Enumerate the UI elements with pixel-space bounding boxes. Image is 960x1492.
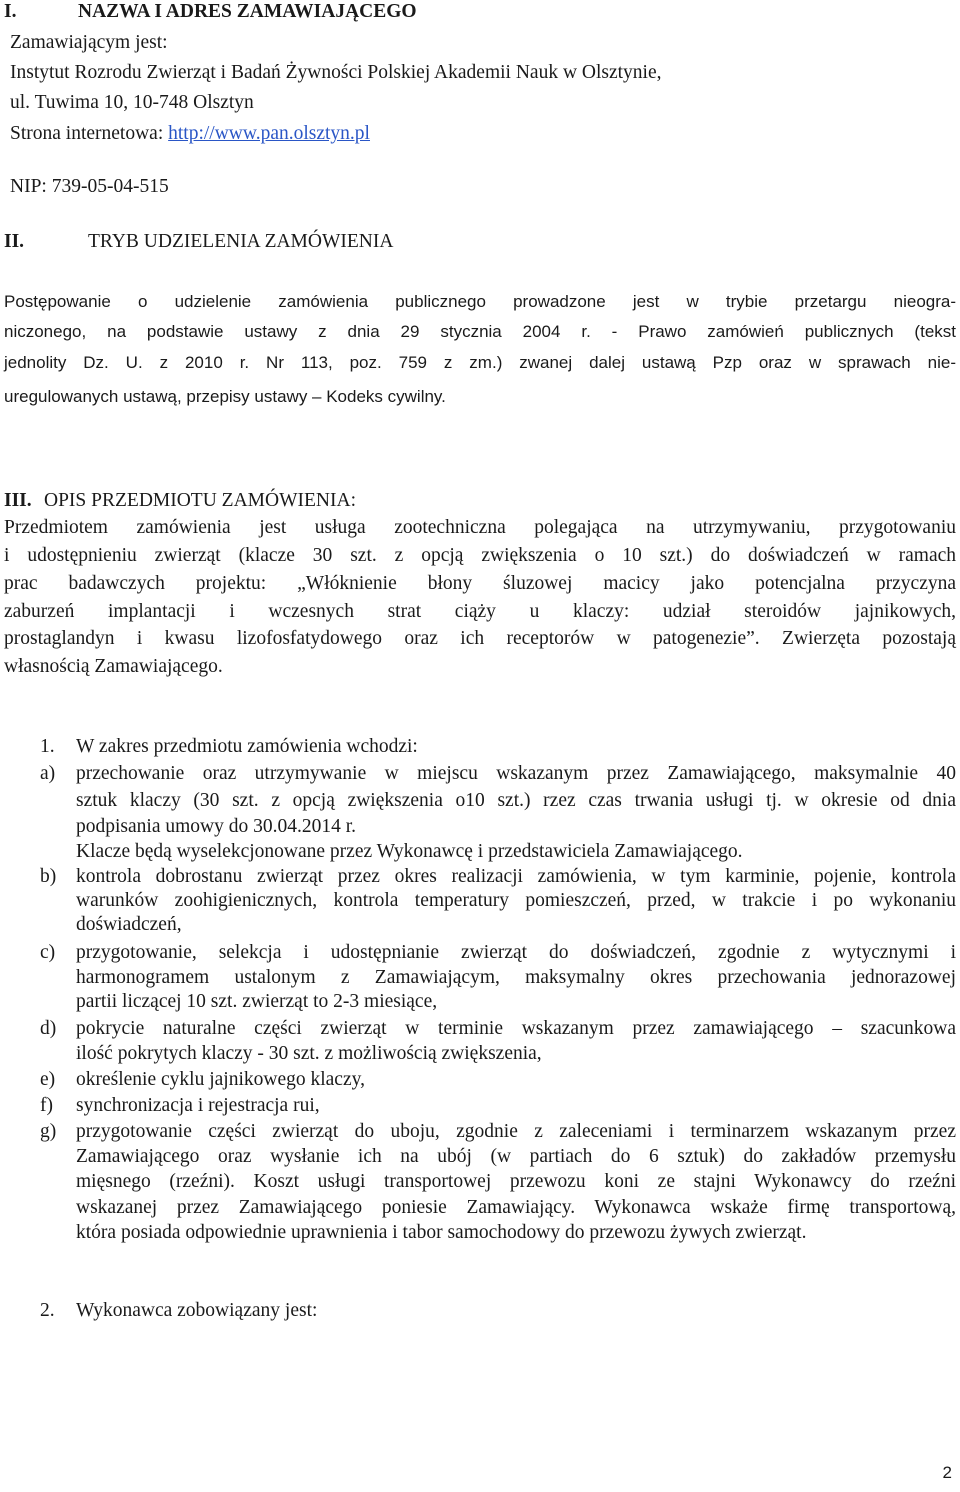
section-2-paragraph-line: niczonego, na podstawie ustawy z dnia 29 stycznia 2004 r. - Prawo zamówień publicznych (tekst (4, 322, 956, 341)
list-item-line: Zamawiającego oraz wysłanie ich na ubój (w partiach do 6 sztuk) do zakładów przemysłu (76, 1146, 956, 1167)
section-3-paragraph-line: prac badawczych projektu: „Włóknienie błony śluzowej macicy jako potencjalna przyczyna (4, 573, 956, 594)
list-item-line: która posiada odpowiednie uprawnienia i tabor samochodowy do przewozu żywych zwierząt. (76, 1222, 807, 1243)
list-item-line: pokrycie naturalne części zwierząt w terminie wskazanym przez zamawiającego – szacunkowa (76, 1018, 956, 1039)
section-1-line: Zamawiającym jest: (10, 32, 168, 53)
list-2-title: Wykonawca zobowiązany jest: (76, 1300, 318, 1321)
list-item-line: Klacze będą wyselekcjonowane przez Wykonawcę i przedstawiciela Zamawiającego. (76, 841, 743, 862)
list-1-number: 1. (40, 736, 55, 757)
list-item-line: przygotowanie, selekcja i udostępnianie zwierząt do doświadczeń, zgodnie z wytycznymi i (76, 942, 956, 963)
website-line (10, 122, 370, 146)
page-number: 2 (942, 1463, 952, 1482)
section-2-paragraph-line: jednolity Dz. U. z 2010 r. Nr 113, poz. 759 z zm.) zwanej dalej ustawą Pzp oraz w sprawach nie- (4, 353, 956, 372)
list-item-line: określenie cyklu jajnikowego klaczy, (76, 1069, 365, 1090)
list-item-line: kontrola dobrostanu zwierząt przez okres realizacji zamówienia, w tym karminie, pojenie, kontrola (76, 866, 956, 887)
list-item-line: warunków zoohigienicznych, kontrola temperatury pomieszczeń, przed, w trakcie i po wykonaniu (76, 890, 956, 911)
list-item-line: mięsnego (rzeźni). Koszt usługi transportowej przewozu koni ze stajni Wykonawcy do rzeźni (76, 1171, 956, 1192)
list-item-label: c) (40, 942, 56, 963)
website-link[interactable]: http://www.pan.olsztyn.pl (168, 123, 370, 144)
section-3-heading: OPIS PRZEDMIOTU ZAMÓWIENIA: (44, 490, 356, 511)
nip-line: NIP: 739-05-04-515 (10, 176, 169, 197)
list-item-line: doświadczeń, (76, 914, 182, 935)
section-1-number: I. (4, 1, 17, 22)
section-2-number: II. (4, 231, 25, 252)
section-1-heading: NAZWA I ADRES ZAMAWIAJĄCEGO (78, 1, 417, 22)
section-1-line: Instytut Rozrodu Zwierząt i Badań Żywności Polskiej Akademii Nauk w Olsztynie, (10, 62, 662, 83)
list-item-line: sztuk klaczy (30 szt. z opcją zwiększenia o10 szt.) rzez czas trwania usługi tj. w okresie od dnia (76, 790, 956, 811)
list-2-number: 2. (40, 1300, 55, 1321)
list-item-label: b) (40, 866, 57, 887)
list-item-label: d) (40, 1018, 57, 1039)
list-item-line: wskazanej przez Zamawiającego poniesie Zamawiający. Wykonawca wskaże firmę transportową, (76, 1197, 956, 1218)
website-label: Strona internetowa: (10, 123, 169, 144)
section-3-paragraph-line: i udostępnieniu zwierząt (klacze 30 szt. z opcją zwiększenia o 10 szt.) do doświadczeń w ramach (4, 545, 956, 566)
list-item-line: synchronizacja i rejestracja rui, (76, 1095, 320, 1116)
list-1-title: W zakres przedmiotu zamówienia wchodzi: (76, 736, 418, 757)
section-3-paragraph-line: własnością Zamawiającego. (4, 656, 223, 677)
section-3-paragraph-line: prostaglandyn i kwasu lizofosfatydowego oraz ich receptorów w patogenezie”. Zwierzęta pozostają (4, 628, 956, 649)
list-item-line: partii liczącej 10 szt. zwierząt to 2-3 miesiące, (76, 991, 438, 1012)
section-2-paragraph-line: uregulowanych ustawą, przepisy ustawy – Kodeks cywilny. (4, 387, 446, 406)
section-2-paragraph-line: Postępowanie o udzielenie zamówienia publicznego prowadzone jest w trybie przetargu nieogra- (4, 292, 956, 311)
list-item-line: harmonogramem ustalonym z Zamawiającym, maksymalny okres przechowania jednorazowej (76, 967, 956, 988)
list-item-label: g) (40, 1121, 57, 1142)
list-item-line: ilość pokrytych klaczy - 30 szt. z możliwością zwiększenia, (76, 1043, 542, 1064)
list-item-line: podpisania umowy do 30.04.2014 r. (76, 816, 357, 837)
section-3-paragraph-line: Przedmiotem zamówienia jest usługa zootechniczna polegająca na utrzymywaniu, przygotowaniu (4, 517, 956, 538)
section-1-line: ul. Tuwima 10, 10-748 Olsztyn (10, 92, 254, 113)
list-item-line: przechowanie oraz utrzymywanie w miejscu wskazanym przez Zamawiającego, maksymalnie 40 (76, 763, 956, 784)
list-item-label: f) (40, 1095, 53, 1116)
list-item-label: e) (40, 1069, 56, 1090)
section-2-heading: TRYB UDZIELENIA ZAMÓWIENIA (88, 231, 394, 252)
section-3-paragraph-line: zaburzeń implantacji i wczesnych strat ciąży u klaczy: udział steroidów jajnikowych, (4, 601, 956, 622)
section-3-number: III. (4, 490, 32, 511)
list-item-label: a) (40, 763, 56, 784)
list-item-line: przygotowanie części zwierząt do uboju, zgodnie z zaleceniami i terminarzem wskazanym przez (76, 1121, 956, 1142)
